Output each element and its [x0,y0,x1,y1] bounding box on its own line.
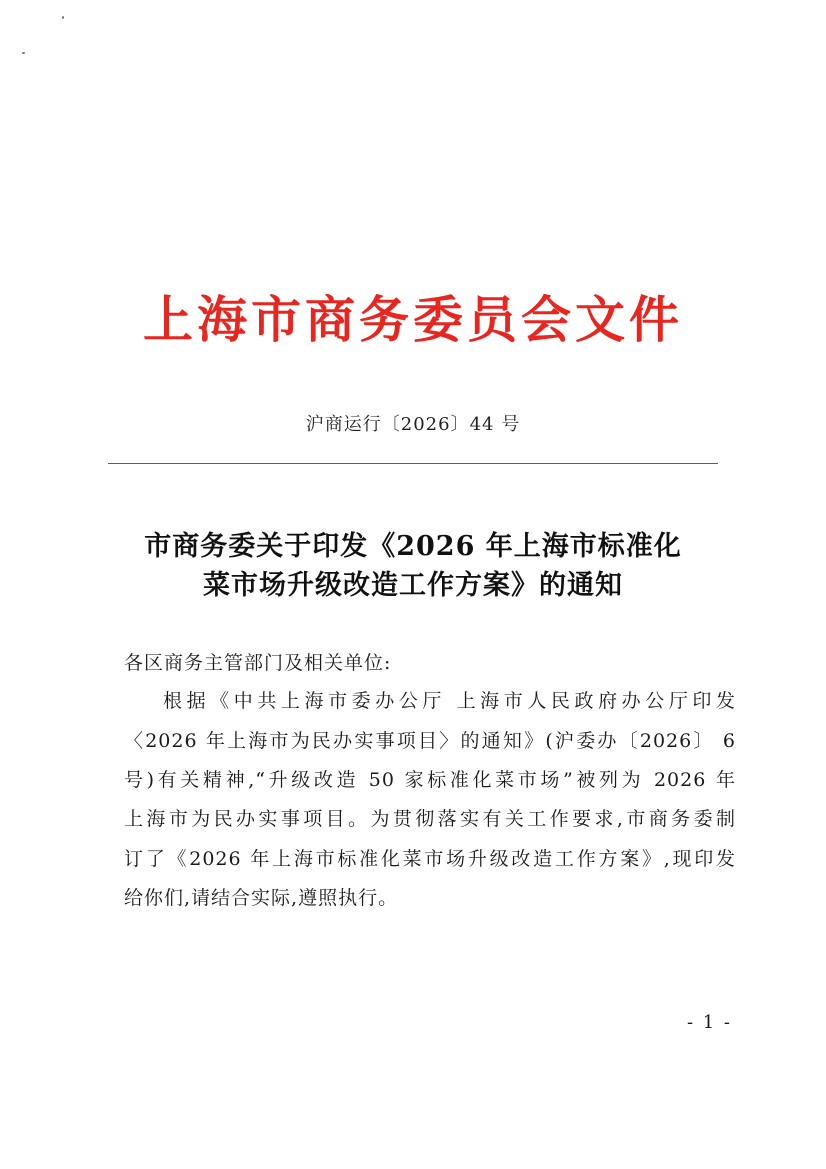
red-header-title: 上海市商务委员会文件 [143,290,683,349]
body-line: 上海市为民办实事项目。为贯彻落实有关工作要求,市商务委制 [124,808,736,830]
scan-speck [62,16,64,19]
scan-speck [22,52,25,54]
body-line: 号)有关精神,“升级改造 50 家标准化菜市场”被列为 2026 年 [124,769,736,791]
red-divider-line [108,463,718,464]
body-line: 订了《2026 年上海市标准化菜市场升级改造工作方案》,现印发 [124,848,736,870]
body-line: 〈2026 年上海市为民办实事项目〉的通知》(沪委办〔2026〕 6 [124,730,736,752]
document-title-line-1: 市商务委关于印发《2026 年上海市标准化 [144,531,682,562]
body-line: 根据《中共上海市委办公厅 上海市人民政府办公厅印发 [163,690,736,712]
document-number: 沪商运行〔2026〕44 号 [305,414,521,435]
page-number: - 1 - [686,1012,732,1033]
salutation: 各区商务主管部门及相关单位: [124,652,392,674]
document-title-line-2: 菜市场升级改造工作方案》的通知 [203,570,623,601]
body-line: 给你们,请结合实际,遵照执行。 [124,887,399,909]
